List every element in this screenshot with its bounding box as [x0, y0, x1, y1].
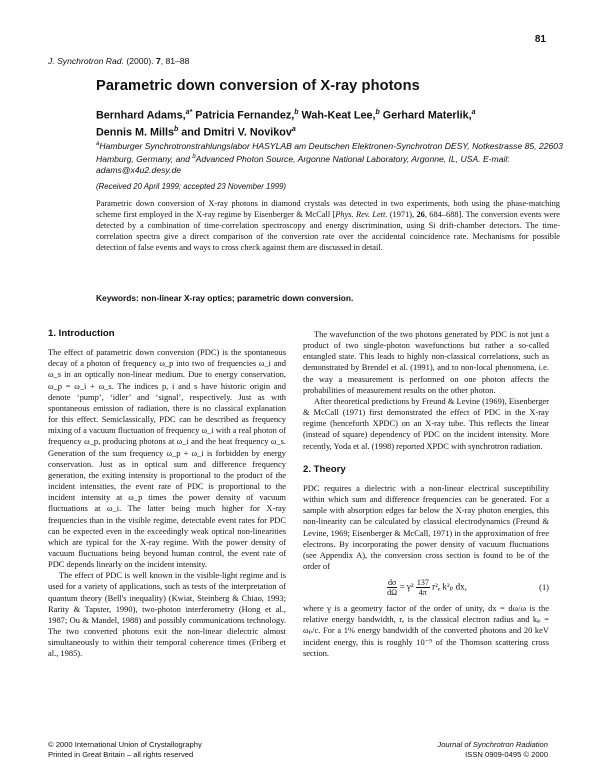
affil-mark-a: a	[96, 141, 100, 147]
affil-text-a: Hamburger Synchrotronstrahlungslabor HASYLAB am Deutschen Elektronen-Synchrotron DESY, Notkestrasse 85, 22603 Hamburg, Germany, and	[96, 140, 563, 164]
author-name: Dennis M. Mills	[96, 126, 174, 139]
footer-copyright	[48, 740, 202, 759]
abstract	[96, 198, 560, 253]
abstract-cite-year: (1971),	[387, 210, 417, 220]
footer-line: © 2000 International Union of Crystallography	[48, 740, 202, 749]
fraction-denominator: dΩ	[387, 588, 398, 598]
equation-1	[303, 578, 549, 597]
author-affil-mark: a*	[185, 109, 193, 116]
author-line-1	[96, 106, 566, 123]
author-affil-mark: b	[294, 109, 299, 116]
footer-journal-name: Journal of Synchrotron Radiation	[437, 740, 548, 749]
body-paragraph: After theoretical predictions by Freund & Levine (1969), Eisenberger & McCall (1971) first demonstrated the effect of PDC in the X-ray regime (henceforth XPDC) on an X-ray tube. This reflects the linear (instead of square) dependency of PDC on the incident intensity. More recently, Yoda et al. (1998) reported XPDC with synchrotron radiation.	[303, 395, 549, 451]
author-name: Bernhard Adams,	[96, 109, 186, 122]
paper-title: Parametric down conversion of X-ray photons	[96, 78, 420, 94]
affiliation	[96, 139, 566, 176]
equation-formula	[387, 578, 467, 597]
author-affil-mark: b	[375, 109, 380, 116]
author-affil-mark: b	[174, 125, 179, 133]
author-list	[96, 106, 566, 139]
section-heading-theory: 2. Theory	[303, 463, 346, 475]
body-paragraph: The effect of PDC is well known in the visible-light regime and is used for a variety of applications, such as tests of the interpretation of quantum theory (Bell's inequality) (Kwiat, Steinberg & Chiao, 1993; Rarity & Tapster, 1990), two-photon interferometry (Hong et al., 1987; Ou & Mandel, 1988) and possibly communications technology. The two converted photons exit the non-linear dielectric almost simultaneously to within their temporal coherence times (Friberg et al., 1985).	[48, 570, 286, 659]
section-heading-introduction: 1. Introduction	[48, 328, 115, 339]
affil-text-b: Advanced Photon Source, Argonne National Laboratory, Argonne, IL, USA. E-mail: adams@x4u2.desy.de	[96, 153, 510, 176]
journal-volume: 7	[155, 56, 161, 66]
fraction-numerator: dσ	[388, 578, 397, 588]
author-affil-mark: a	[471, 109, 476, 116]
equation-number: (1)	[539, 582, 549, 593]
page-number: 81	[534, 34, 546, 45]
column-right	[303, 329, 549, 659]
abstract-cite-journal: Phys. Rev. Lett.	[335, 210, 388, 220]
footer-line: Printed in Great Britain – all rights reserved	[48, 749, 194, 759]
author-line-2	[96, 123, 566, 140]
fraction-137-4pi	[416, 578, 430, 597]
column-left	[48, 328, 286, 660]
author-name: and Dmitri V. Novikov	[178, 126, 292, 139]
equation-term: = γ²	[397, 581, 416, 592]
footer-issn: ISSN 0909-0495 © 2000	[465, 749, 548, 759]
affil-mark-b: b	[192, 154, 196, 161]
body-paragraph: PDC requires a dielectric with a non-linear electrical susceptibility within which sum and difference frequencies can be generated. For a sample with absorption edges far below the X-ray photon energies, this non-linearity can be calculated by classical electrodynamics (Freund & Levine, 1969; Eisenberger & McCall, 1971) in the approximation of free electrons. By incorporating the power density of vacuum fluctuations (see Appendix A), the conversion cross section is found to be of the order of	[303, 482, 549, 571]
footer-journal	[437, 740, 548, 759]
body-paragraph: where γ is a geometry factor of the order of unity, dx = dω/ω is the relative energy bandwidth, rₑ is the classical electron radius and kₚ = ωₚ/c. For a 1% energy bandwidth of the converted photons and 20 keV incident energy, this is roughly 10⁻⁹ of the Thomson scattering cross section.	[303, 603, 549, 658]
received-dates: (Received 20 April 1999; accepted 23 November 1999)	[96, 182, 286, 191]
author-name: Wah-Keat Lee,	[298, 109, 376, 122]
equation-term: r²ₑ k²ₚ dx,	[429, 581, 467, 592]
author-affil-mark: a	[291, 125, 296, 133]
fraction-dsigma-domega	[387, 578, 397, 597]
body-paragraph: The effect of parametric down conversion (PDC) is the spontaneous decay of a photon of frequency ω_p into two of frequencies ω_i and ω_s in an optically non-linear medium. Due to energy conservation, ω_p = ω_i + ω_s. The indices p, i and s have historic origin and denote ‘pump’, ‘idler’ and ‘signal’, respectively. Just as with spontaneous emission of radiation, there is no classical explanation for this effect. Semiclassically, PDC can be described as frequency mixing of a vacuum fluctuation of frequency ω_i with a real photon of frequency ω_p, producing photons at ω_i and the beat frequency ω_s. Generation of the sum frequency ω_p + ω_i is forbidden by energy conservation. Just as in optical sum and difference frequency generation, the exiting intensity is proportional to the product of the incident intensities, the event rate of PDC is proportional to the incident intensity at ω_p times the power density of vacuum fluctuations at ω_i. The latter being much higher for X-ray frequencies than in the visible regime, detectable event rates for PDC can be expected even in the exceedingly weak optical non-linearities which are typical for the X-ray regime. With the power density of vacuum fluctuations being beyond human control, the event rate of PDC depends linearly on the incident intensity.	[48, 347, 286, 570]
author-name: Patricia Fernandez,	[192, 109, 295, 122]
fraction-denominator: 4π	[418, 588, 427, 598]
journal-pages: , 81–88	[160, 56, 190, 66]
author-name: Gerhard Materlik,	[379, 109, 472, 122]
journal-name: J. Synchrotron Rad.	[48, 56, 124, 66]
journal-reference	[48, 56, 189, 66]
journal-year: (2000).	[126, 56, 154, 66]
keywords: Keywords: non-linear X-ray optics; parametric down conversion.	[96, 293, 354, 303]
fraction-numerator: 137	[416, 578, 429, 588]
body-paragraph: The wavefunction of the two photons generated by PDC is not just a product of two single-photon wavefunctions but rather a so-called entangled state. This leads to highly non-classical correlations, such as demonstrated by Brendel et al. (1991), and to non-local phenomena, i.e. the way a measurement is performed on one photon affects the probabilities of measurement results on the other photon.	[303, 329, 549, 395]
abstract-text: , 684–688]. The conversion events were detected by a combination of time-correlation spectroscopy and energy discrimination, using Si drift-chamber detectors. The time-correlation spectra give a direct comparison of the conversion rate over the accidental coincidence rate. Mechanisms for possible detection of false events and ways to cross check against them are discussed in detail.	[96, 210, 561, 253]
abstract-text: Parametric down conversion of X-ray photons in diamond crystals was detected in two experiments, both using the phase-matching scheme first employed in the X-ray regime by Eisenberger & McCall [	[96, 199, 560, 220]
abstract-cite-volume: 26	[416, 210, 425, 220]
